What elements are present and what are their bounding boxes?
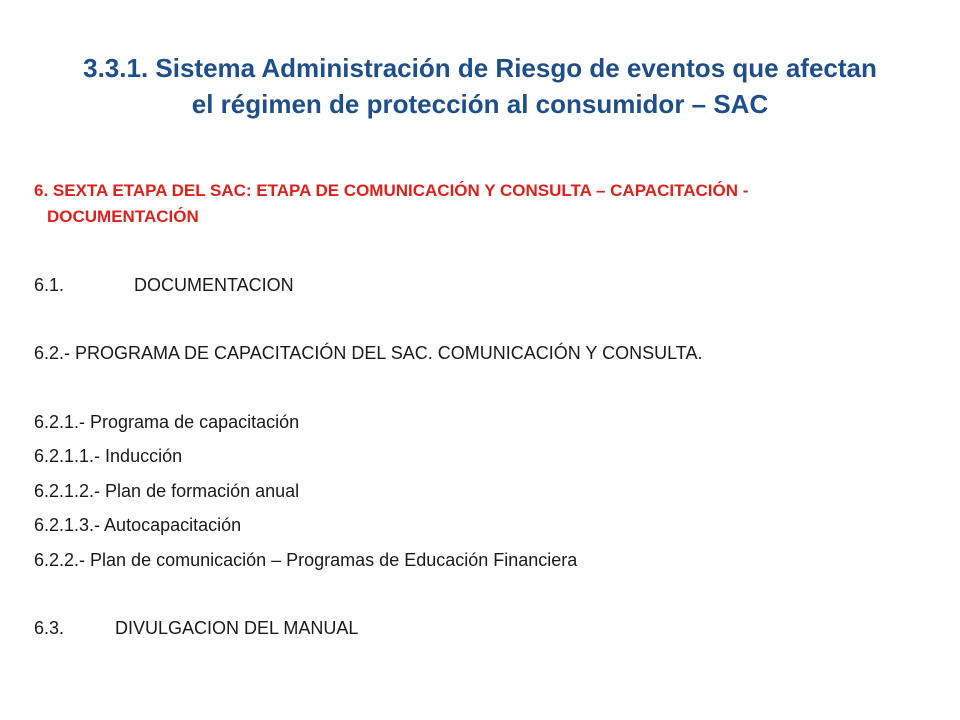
list-item-6-2-1-2: 6.2.1.2.- Plan de formación anual bbox=[34, 481, 300, 501]
title-line-2: el régimen de protección al consumidor – SAC bbox=[191, 89, 769, 119]
item-number: 6.3. bbox=[34, 618, 65, 638]
list-item-6-2-2: 6.2.2.- Plan de comunicación – Programas de Educación Financiera bbox=[34, 550, 578, 570]
item-text: DIVULGACION DEL MANUAL bbox=[115, 618, 359, 638]
list-item-6-2-1-3: 6.2.1.3.- Autocapacitación bbox=[34, 515, 242, 535]
list-item-6-1 bbox=[34, 275, 294, 296]
list-item-6-3 bbox=[34, 618, 358, 639]
section-heading bbox=[34, 178, 914, 230]
list-item-6-2: 6.2.- PROGRAMA DE CAPACITACIÓN DEL SAC. COMUNICACIÓN Y CONSULTA. bbox=[34, 343, 703, 363]
item-number: 6.1. bbox=[34, 275, 65, 295]
title-line-1: 3.3.1. Sistema Administración de Riesgo de eventos que afectan bbox=[83, 53, 877, 83]
slide-title bbox=[40, 50, 920, 122]
list-item-6-2-1: 6.2.1.- Programa de capacitación bbox=[34, 412, 300, 432]
section-heading-line-2: DOCUMENTACIÓN bbox=[47, 207, 199, 226]
list-item-6-2-1-1: 6.2.1.1.- Inducción bbox=[34, 446, 183, 466]
item-text: DOCUMENTACION bbox=[134, 275, 294, 295]
section-heading-line-1: 6. SEXTA ETAPA DEL SAC: ETAPA DE COMUNICACIÓN Y CONSULTA – CAPACITACIÓN - bbox=[34, 181, 749, 200]
section-heading-block bbox=[34, 178, 914, 230]
